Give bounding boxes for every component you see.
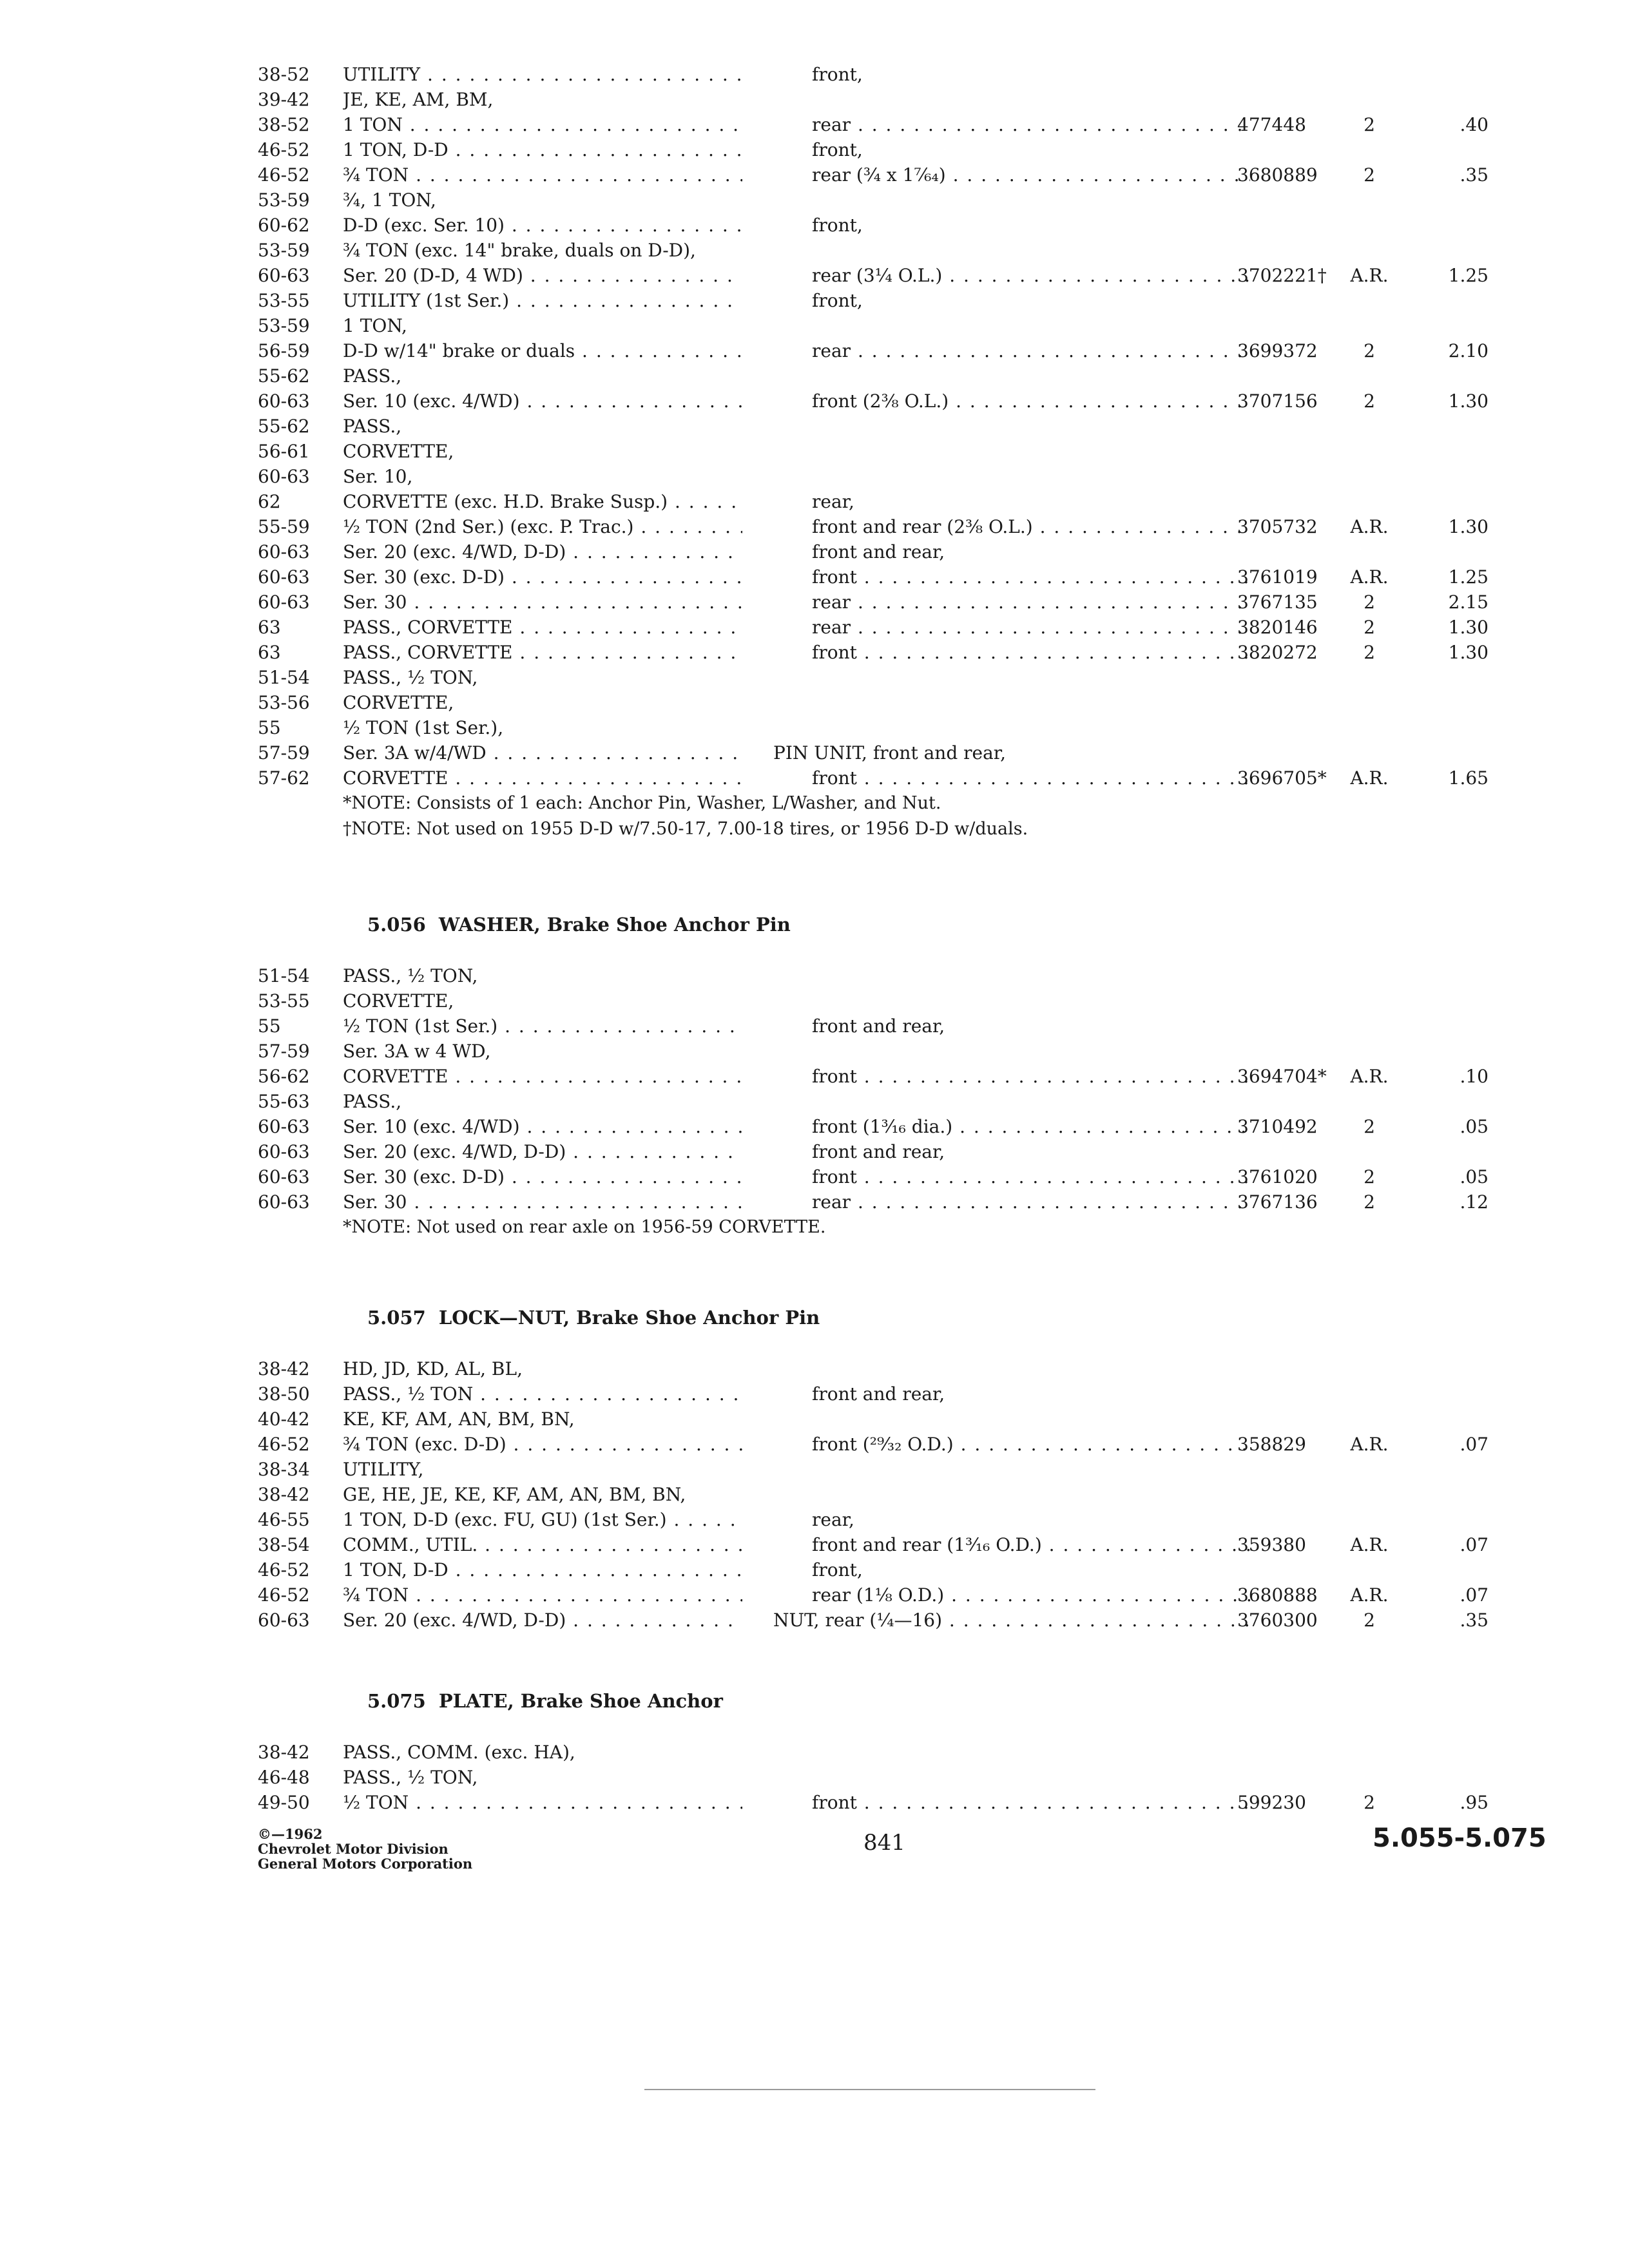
footnote: †NOTE: Not used on 1955 D-D w/7.50-17, 7.00-18 tires, or 1956 D-D w/duals. [343, 819, 1028, 839]
price: .07 [1460, 1534, 1489, 1555]
table-row [258, 1790, 1489, 1815]
application-description: ¾, 1 TON, [343, 189, 436, 211]
application-description: PASS., ½ TON . . . [343, 1381, 742, 1407]
year-range: 53-59 [258, 189, 310, 211]
application-description: COMM., UTIL. . . . [343, 1532, 742, 1557]
application-description: UTILITY, [343, 1459, 424, 1480]
position-description: front and rear (1³⁄₁₆ O.D.) . . . [812, 1532, 1250, 1557]
section-heading [258, 1662, 1482, 1740]
application-description: Ser. 10 (exc. 4/WD) . . . [343, 389, 742, 414]
quantity: A.R. [1350, 566, 1389, 588]
position-description: front and rear, [812, 1383, 945, 1405]
part-number: 599230 [1237, 1792, 1306, 1813]
application-description: Ser. 10, [343, 466, 413, 487]
position-description: front . . . [812, 1064, 1250, 1089]
section-number: 5.056 [367, 914, 426, 936]
year-range: 56-61 [258, 441, 310, 462]
quantity: 2 [1364, 1116, 1375, 1137]
table-row [258, 363, 1482, 389]
part-number: 3680888 [1237, 1584, 1318, 1606]
price: .95 [1460, 1792, 1489, 1813]
price: .07 [1460, 1584, 1489, 1606]
year-range: 62 [258, 491, 281, 512]
quantity: 2 [1364, 1191, 1375, 1213]
year-range: 60-63 [258, 265, 310, 286]
quantity: A.R. [1350, 1434, 1389, 1455]
table-row [258, 112, 1489, 137]
table-row [258, 1457, 1482, 1482]
application-description: 1 TON . . . [343, 112, 742, 137]
section-plate [258, 1662, 1489, 1815]
year-range: 56-59 [258, 340, 310, 361]
position-description: front . . . [812, 1164, 1250, 1189]
position-description: front . . . [812, 564, 1250, 590]
year-range: 53-59 [258, 315, 310, 336]
table-row [258, 715, 1482, 740]
position-description: front, [812, 1559, 863, 1581]
table-row [258, 1114, 1489, 1139]
price: 1.30 [1448, 390, 1489, 412]
application-description: Ser. 20 (exc. 4/WD, D-D) . . . [343, 1608, 742, 1633]
application-description: ½ TON (1st Ser.), [343, 717, 504, 738]
application-description: ½ TON (2nd Ser.) (exc. P. Trac.) . . . [343, 514, 742, 539]
position-description: front (1³⁄₁₆ dia.) . . . [812, 1114, 1250, 1139]
year-range: 51-54 [258, 667, 310, 688]
page-number: 841 [863, 1830, 905, 1856]
table-row [258, 1014, 1482, 1039]
part-number: 3702221† [1237, 265, 1327, 286]
quantity: 2 [1364, 1610, 1375, 1631]
footer-division: Chevrolet Motor Division [258, 1841, 448, 1857]
price: .05 [1460, 1116, 1489, 1137]
application-description: Ser. 30 . . . [343, 590, 742, 615]
position-description: front . . . [812, 765, 1250, 791]
table-row [258, 1482, 1482, 1507]
application-description: Ser. 3A w 4 WD, [343, 1041, 491, 1062]
price: 1.25 [1448, 566, 1489, 588]
table-row [258, 1139, 1482, 1164]
table-row [258, 263, 1489, 288]
position-description: rear . . . [812, 615, 1250, 640]
part-number: 3760300 [1237, 1610, 1318, 1631]
table-row [258, 963, 1482, 988]
position-description: front, [812, 64, 863, 85]
application-description: PASS., ½ TON, [343, 965, 478, 986]
application-description: PASS., [343, 365, 402, 387]
table-row [258, 162, 1489, 187]
price: 1.25 [1448, 265, 1489, 286]
position-description: rear (1⅛ O.D.) . . . [812, 1582, 1250, 1608]
table-row [258, 1064, 1489, 1089]
application-description: Ser. 20 (exc. 4/WD, D-D) . . . [343, 539, 742, 564]
position-description: rear, [812, 1509, 854, 1530]
table-row [258, 1432, 1489, 1457]
year-range: 49-50 [258, 1792, 310, 1813]
table-row [258, 238, 1482, 263]
application-description: CORVETTE . . . [343, 765, 742, 791]
quantity: A.R. [1350, 516, 1389, 537]
application-description: ½ TON (1st Ser.) . . . [343, 1014, 742, 1039]
application-description: Ser. 10 (exc. 4/WD) . . . [343, 1114, 742, 1139]
price: 1.30 [1448, 642, 1489, 663]
section-number: 5.075 [367, 1690, 426, 1712]
application-description: Ser. 30 (exc. D-D) . . . [343, 1164, 742, 1189]
year-range: 53-56 [258, 692, 310, 713]
part-number: 477448 [1237, 114, 1306, 135]
application-description: Ser. 30 . . . [343, 1189, 742, 1215]
year-range: 39-42 [258, 89, 310, 110]
part-number: 3680889 [1237, 164, 1318, 186]
position-description: PIN UNIT, front and rear, [773, 742, 1007, 764]
table-row [258, 615, 1489, 640]
table-row [258, 389, 1489, 414]
quantity: 2 [1364, 390, 1375, 412]
year-range: 63 [258, 617, 281, 638]
position-description: rear . . . [812, 112, 1250, 137]
price: .35 [1460, 164, 1489, 186]
application-description: D-D (exc. Ser. 10) . . . [343, 213, 742, 238]
table-row [258, 1532, 1489, 1557]
section-title: PLATE, Brake Shoe Anchor [438, 1690, 723, 1712]
part-number: 3699372 [1237, 340, 1318, 361]
year-range: 53-55 [258, 290, 310, 311]
year-range: 60-63 [258, 390, 310, 412]
table-row [258, 1507, 1482, 1532]
year-range: 38-34 [258, 1459, 310, 1480]
part-number: 3710492 [1237, 1116, 1318, 1137]
year-range: 55 [258, 717, 281, 738]
table-row [258, 137, 1482, 162]
quantity: A.R. [1350, 1066, 1389, 1087]
year-range: 38-52 [258, 64, 310, 85]
application-description: UTILITY (1st Ser.) . . . [343, 288, 742, 313]
application-description: PASS., COMM. (exc. HA), [343, 1742, 575, 1763]
application-description: ¾ TON . . . [343, 1582, 742, 1608]
position-description: front and rear, [812, 1141, 945, 1162]
year-range: 38-42 [258, 1358, 310, 1379]
table-row [258, 1039, 1482, 1064]
quantity: A.R. [1350, 1584, 1389, 1606]
year-range: 60-63 [258, 1166, 310, 1187]
section-washer [258, 886, 1489, 1240]
table-row [258, 439, 1482, 464]
application-description: CORVETTE, [343, 441, 454, 462]
year-range: 55 [258, 1015, 281, 1037]
application-description: 1 TON, D-D (exc. FU, GU) (1st Ser.) . . . [343, 1507, 742, 1532]
price: .07 [1460, 1434, 1489, 1455]
part-number: 3767136 [1237, 1191, 1318, 1213]
table-row [258, 590, 1489, 615]
position-description: front . . . [812, 1790, 1250, 1815]
footnote: *NOTE: Consists of 1 each: Anchor Pin, Washer, L/Washer, and Nut. [343, 793, 941, 813]
application-description: CORVETTE, [343, 692, 454, 713]
quantity: 2 [1364, 642, 1375, 663]
table-row [258, 1557, 1482, 1582]
price: .12 [1460, 1191, 1489, 1213]
position-description: front, [812, 290, 863, 311]
application-description: D-D w/14" brake or duals . . . [343, 338, 742, 363]
year-range: 46-52 [258, 139, 310, 160]
year-range: 46-48 [258, 1767, 310, 1788]
position-description: front and rear, [812, 1015, 945, 1037]
application-description: JE, KE, AM, BM, [343, 89, 494, 110]
application-description: CORVETTE (exc. H.D. Brake Susp.) . . . [343, 489, 742, 514]
section-title: WASHER, Brake Shoe Anchor Pin [438, 914, 791, 936]
part-number: 3694704* [1237, 1066, 1327, 1087]
table-row [258, 564, 1489, 590]
application-description: UTILITY . . . [343, 62, 742, 87]
position-description: rear, [812, 491, 854, 512]
application-description: ¾ TON . . . [343, 162, 742, 187]
footnote: *NOTE: Not used on rear axle on 1956-59 CORVETTE. [343, 1217, 826, 1237]
year-range: 60-63 [258, 541, 310, 562]
application-description: Ser. 20 (exc. 4/WD, D-D) . . . [343, 1139, 742, 1164]
year-range: 38-50 [258, 1383, 310, 1405]
scan-artifact-line [644, 2089, 1095, 2090]
part-number: 3820272 [1237, 642, 1318, 663]
table-row [258, 187, 1482, 213]
section-heading [258, 1279, 1482, 1356]
table-row [258, 765, 1489, 791]
year-range: 60-63 [258, 466, 310, 487]
year-range: 46-52 [258, 1584, 310, 1606]
section-heading [258, 886, 1482, 963]
application-description: HD, JD, KD, AL, BL, [343, 1358, 523, 1379]
table-row [258, 1356, 1482, 1381]
table-row [258, 514, 1489, 539]
year-range: 46-52 [258, 1434, 310, 1455]
quantity: 2 [1364, 340, 1375, 361]
application-description: 1 TON, D-D . . . [343, 1557, 742, 1582]
year-range: 40-42 [258, 1408, 310, 1430]
year-range: 53-55 [258, 990, 310, 1012]
year-range: 60-62 [258, 215, 310, 236]
table-row [258, 1407, 1482, 1432]
application-description: PASS., [343, 1091, 402, 1112]
table-row [258, 665, 1482, 690]
table-row [258, 1765, 1482, 1790]
table-row [258, 1164, 1489, 1189]
position-description: front . . . [812, 640, 1250, 665]
table-row [258, 313, 1482, 338]
table-row [258, 288, 1482, 313]
year-range: 55-62 [258, 365, 310, 387]
year-range: 46-55 [258, 1509, 310, 1530]
application-description: ¾ TON (exc. 14" brake, duals on D-D), [343, 240, 696, 261]
part-number: 358829 [1237, 1434, 1306, 1455]
table-row [258, 489, 1482, 514]
year-range: 51-54 [258, 965, 310, 986]
table-row [258, 640, 1489, 665]
table-row [258, 1740, 1482, 1765]
application-description: Ser. 3A w/4/WD . . . [343, 740, 742, 765]
price: .05 [1460, 1166, 1489, 1187]
quantity: A.R. [1350, 265, 1389, 286]
table-row [258, 1189, 1489, 1215]
table-row [258, 213, 1482, 238]
table-row [258, 740, 1482, 765]
position-description: front, [812, 139, 863, 160]
application-description: PASS., CORVETTE . . . [343, 615, 742, 640]
application-description: Ser. 30 (exc. D-D) . . . [343, 564, 742, 590]
year-range: 46-52 [258, 164, 310, 186]
quantity: 2 [1364, 164, 1375, 186]
year-range: 60-63 [258, 1116, 310, 1137]
position-description: rear . . . [812, 338, 1250, 363]
table-row [258, 464, 1482, 489]
application-description: GE, HE, JE, KE, KF, AM, AN, BM, BN, [343, 1484, 686, 1505]
year-range: 60-63 [258, 566, 310, 588]
section-number: 5.057 [367, 1307, 426, 1329]
application-description: PASS., [343, 416, 402, 437]
price: 1.65 [1448, 767, 1489, 789]
application-description: CORVETTE, [343, 990, 454, 1012]
year-range: 55-62 [258, 416, 310, 437]
year-range: 57-59 [258, 742, 310, 764]
table-row [258, 338, 1489, 363]
quantity: A.R. [1350, 767, 1389, 789]
table-row [258, 1381, 1482, 1407]
table-row [258, 87, 1482, 112]
price: .40 [1460, 114, 1489, 135]
year-range: 38-42 [258, 1742, 310, 1763]
application-description: 1 TON, D-D . . . [343, 137, 742, 162]
table-row [258, 62, 1482, 87]
year-range: 38-42 [258, 1484, 310, 1505]
position-description: front, [812, 215, 863, 236]
position-description: rear (¾ x 1⁷⁄₆₄) . . . [812, 162, 1250, 187]
price: .35 [1460, 1610, 1489, 1631]
footer-corporation: General Motors Corporation [258, 1856, 473, 1872]
table-row [258, 539, 1482, 564]
year-range: 38-54 [258, 1534, 310, 1555]
position-description: rear . . . [812, 590, 1250, 615]
footer-publisher [258, 1827, 472, 1871]
position-description: front (2⅜ O.L.) . . . [812, 389, 1250, 414]
application-description: PASS., ½ TON, [343, 667, 478, 688]
table-row [258, 1608, 1489, 1633]
part-number: 3761019 [1237, 566, 1318, 588]
application-description: Ser. 20 (D-D, 4 WD) . . . [343, 263, 742, 288]
table-row [258, 414, 1482, 439]
position-description: front and rear, [812, 541, 945, 562]
application-description: KE, KF, AM, AN, BM, BN, [343, 1408, 575, 1430]
quantity: 2 [1364, 617, 1375, 638]
section-lock-nut [258, 1279, 1489, 1633]
position-description: front and rear (2⅜ O.L.) . . . [812, 514, 1250, 539]
price: .10 [1460, 1066, 1489, 1087]
year-range: 38-52 [258, 114, 310, 135]
part-number: 3820146 [1237, 617, 1318, 638]
year-range: 55-63 [258, 1091, 310, 1112]
price: 1.30 [1448, 617, 1489, 638]
table-row [258, 1582, 1489, 1608]
quantity: 2 [1364, 1792, 1375, 1813]
table-row [258, 1089, 1482, 1114]
year-range: 56-62 [258, 1066, 310, 1087]
part-number: 3705732 [1237, 516, 1318, 537]
section-range: 5.055-5.075 [1373, 1823, 1547, 1853]
quantity: A.R. [1350, 1534, 1389, 1555]
quantity: 2 [1364, 114, 1375, 135]
year-range: 60-63 [258, 1141, 310, 1162]
part-number: 3761020 [1237, 1166, 1318, 1187]
part-number: 359380 [1237, 1534, 1306, 1555]
position-description: NUT, rear (¼—16) . . . [773, 1608, 1250, 1633]
table-row [258, 988, 1482, 1014]
part-number: 3767135 [1237, 591, 1318, 613]
quantity: 2 [1364, 1166, 1375, 1187]
section-title: LOCK—NUT, Brake Shoe Anchor Pin [438, 1307, 820, 1329]
position-description: rear . . . [812, 1189, 1250, 1215]
year-range: 46-52 [258, 1559, 310, 1581]
application-description: CORVETTE . . . [343, 1064, 742, 1089]
section-anchor-pin [258, 62, 1489, 842]
year-range: 60-63 [258, 591, 310, 613]
application-description: PASS., CORVETTE . . . [343, 640, 742, 665]
year-range: 63 [258, 642, 281, 663]
footer-copyright: ©—1962 [258, 1826, 323, 1842]
year-range: 53-59 [258, 240, 310, 261]
position-description: rear (3¼ O.L.) . . . [812, 263, 1250, 288]
year-range: 60-63 [258, 1191, 310, 1213]
application-description: ¾ TON (exc. D-D) . . . [343, 1432, 742, 1457]
price: 1.30 [1448, 516, 1489, 537]
part-number: 3696705* [1237, 767, 1327, 789]
year-range: 60-63 [258, 1610, 310, 1631]
year-range: 57-62 [258, 767, 310, 789]
year-range: 57-59 [258, 1041, 310, 1062]
application-description: 1 TON, [343, 315, 407, 336]
application-description: PASS., ½ TON, [343, 1767, 478, 1788]
year-range: 55-59 [258, 516, 310, 537]
part-number: 3707156 [1237, 390, 1318, 412]
quantity: 2 [1364, 591, 1375, 613]
price: 2.10 [1448, 340, 1489, 361]
application-description: ½ TON . . . [343, 1790, 742, 1815]
price: 2.15 [1448, 591, 1489, 613]
position-description: front (²⁹⁄₃₂ O.D.) . . . [812, 1432, 1250, 1457]
table-row [258, 690, 1482, 715]
